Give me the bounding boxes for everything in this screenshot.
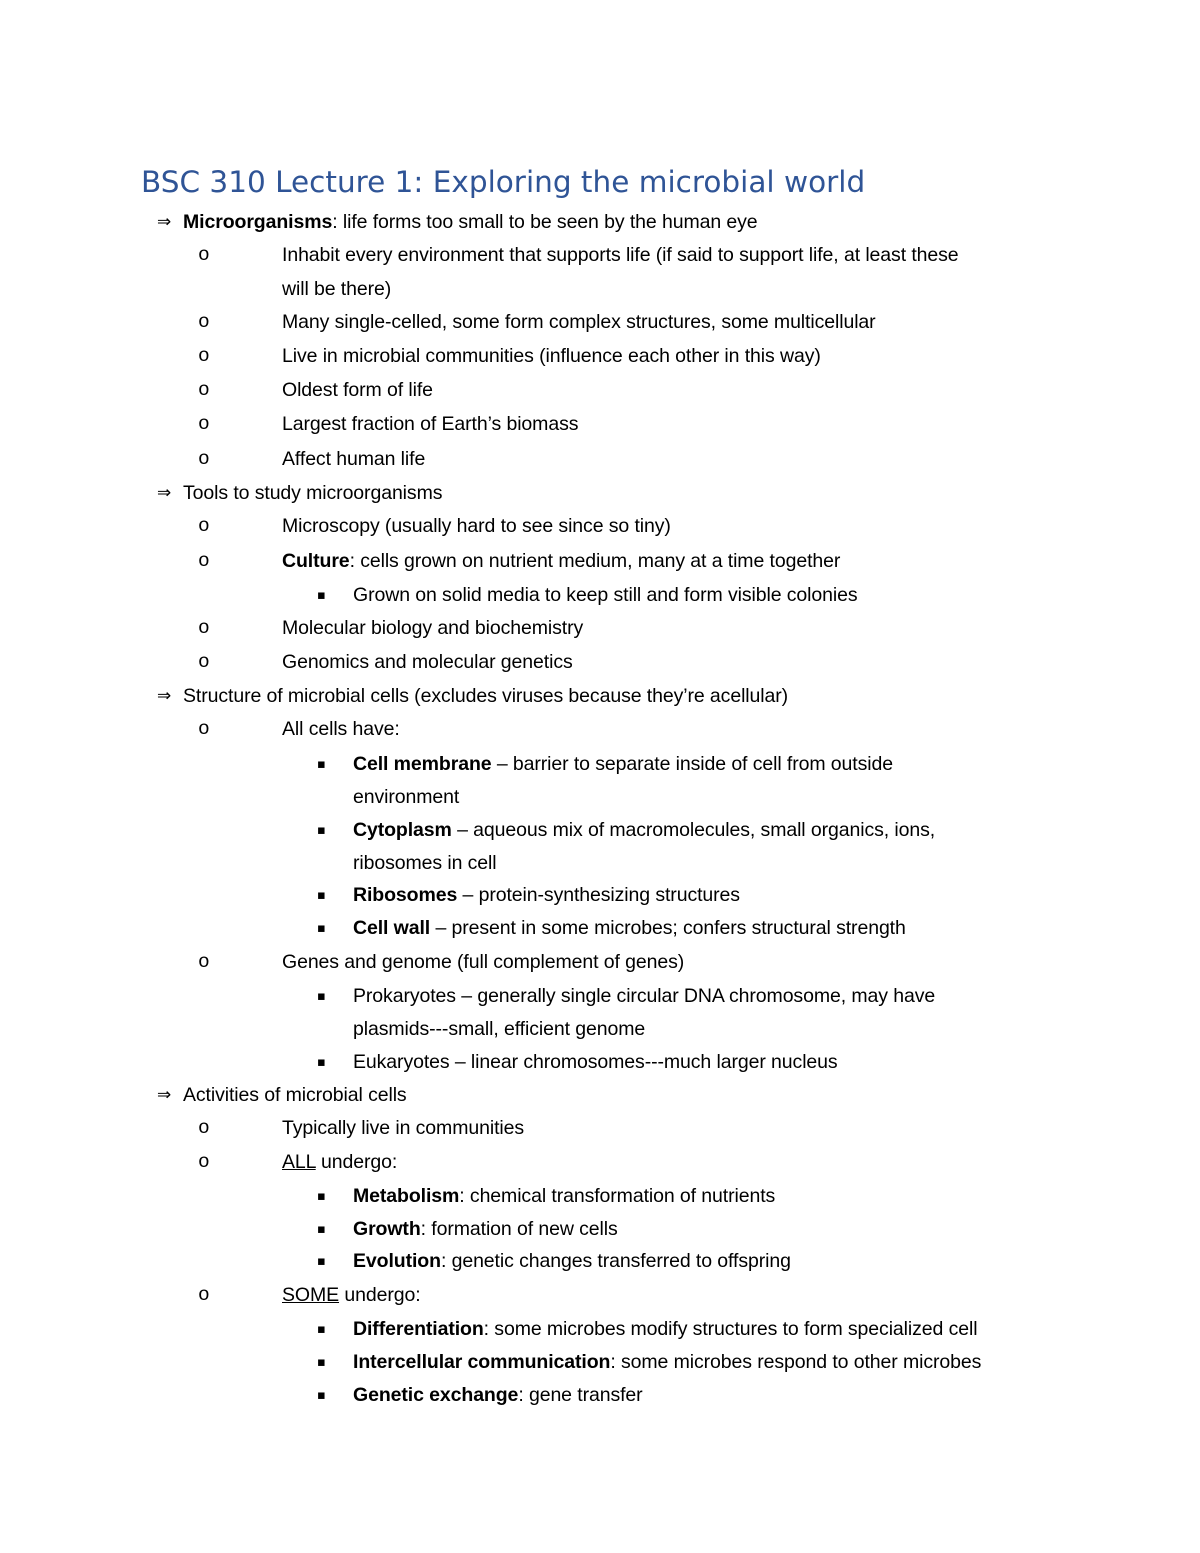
square-bullet-icon: ▪ bbox=[317, 1222, 326, 1237]
circle-bullet-icon: o bbox=[198, 413, 210, 435]
square-bullet-icon: ▪ bbox=[317, 823, 326, 838]
circle-bullet-icon: o bbox=[198, 1151, 210, 1173]
circle-bullet-icon: o bbox=[198, 1284, 210, 1306]
arrow-bullet-icon: ⇒ bbox=[157, 686, 172, 706]
square-bullet-icon: ▪ bbox=[317, 1254, 326, 1269]
arrow-bullet-icon: ⇒ bbox=[157, 483, 172, 503]
square-bullet-icon: ▪ bbox=[317, 588, 326, 603]
arrow-bullet-icon: ⇒ bbox=[157, 212, 172, 232]
definition: – present in some microbes; confers structural strength bbox=[430, 917, 906, 939]
definition: – barrier to separate inside of cell from outside bbox=[491, 753, 893, 775]
definition: : formation of new cells bbox=[420, 1218, 618, 1240]
term: Genetic exchange bbox=[353, 1384, 519, 1406]
circle-bullet-icon: o bbox=[198, 244, 210, 266]
circle-bullet-icon: o bbox=[198, 515, 210, 537]
term: Intercellular communication bbox=[353, 1351, 611, 1373]
circle-bullet-icon: o bbox=[198, 951, 210, 973]
term: Microorganisms bbox=[183, 211, 333, 233]
definition: – protein-synthesizing structures bbox=[457, 884, 740, 906]
circle-bullet-icon: o bbox=[198, 651, 210, 673]
definition: : genetic changes transferred to offspring bbox=[440, 1250, 791, 1272]
square-bullet-icon: ▪ bbox=[317, 1355, 326, 1370]
emphasis: ALL bbox=[282, 1151, 316, 1173]
document-page: BSC 310 Lecture 1: Exploring the microbial world ⇒ Microorganisms: life forms too small to be seen by the human eye o Inhabit every environment that supports life (if said to support life, at least these will be there) o Many single-celled, some form complex structures, some multicellular o Live in microbial communities (influence each other in this way) o Oldest form of life o Largest fraction of Earth’s biomass o Affect human life ⇒ Tools to study microorganisms o Microscopy (usually hard to see since so tiny) o Culture: cells grown on nutrient medium, many at a time together ▪ Grown on solid media to keep still and form visible colonies o Molecular biology and biochemistry o Genomics and molecular genetics ⇒ Structure of microbial cells (excludes viruses because they’re acellular) o All cells have: ▪ Cell membrane – barrier to separate inside of cell from outside environment ▪ Cytoplasm – aqueous mix of macromolecules, small organics, ions, ribosomes in cell ▪ Ribosomes – protein-synthesizing structures ▪ Cell wall – present in some microbes; confers structural strength o Genes and genome (full complement of genes) ▪ Prokaryotes – generally single circular DNA chromosome, may have plasmids---small, efficient genome ▪ Eukaryotes – linear chromosomes---much larger nucleus ⇒ Activities of microbial cells o Typically live in communities o ALL undergo: ▪ Metabolism: chemical transformation of nutrients ▪ Growth: formation of new cells ▪ Evolution: genetic changes transferred to offspring o SOME undergo: ▪ Differentiation: some microbes modify structures to form specialized cell ▪ Intercellular communication: some microbes respond to other microbes ▪ Genetic exchange: gene transfer bbox=[141, 165, 982, 1406]
square-bullet-icon: ▪ bbox=[317, 1322, 326, 1337]
square-bullet-icon: ▪ bbox=[317, 1189, 326, 1204]
term: Ribosomes bbox=[353, 884, 458, 906]
circle-bullet-icon: o bbox=[198, 718, 210, 740]
term: Evolution bbox=[353, 1250, 441, 1272]
term: Metabolism bbox=[353, 1185, 460, 1207]
circle-bullet-icon: o bbox=[198, 617, 210, 639]
definition: : life forms too small to be seen by the human eye bbox=[332, 211, 758, 233]
circle-bullet-icon: o bbox=[198, 345, 210, 367]
emphasis: SOME bbox=[282, 1284, 340, 1306]
square-bullet-icon: ▪ bbox=[317, 757, 326, 772]
circle-bullet-icon: o bbox=[198, 448, 210, 470]
definition: : cells grown on nutrient medium, many at a time together bbox=[349, 550, 841, 572]
term: Culture bbox=[282, 550, 350, 572]
circle-bullet-icon: o bbox=[198, 1117, 210, 1139]
square-bullet-icon: ▪ bbox=[317, 921, 326, 936]
term: Cell wall bbox=[353, 917, 431, 939]
square-bullet-icon: ▪ bbox=[317, 1055, 326, 1070]
term: Cytoplasm bbox=[353, 819, 452, 841]
definition: : some microbes modify structures to form specialized cell bbox=[483, 1318, 978, 1340]
arrow-bullet-icon: ⇒ bbox=[157, 1085, 172, 1105]
square-bullet-icon: ▪ bbox=[317, 888, 326, 903]
definition: : chemical transformation of nutrients bbox=[459, 1185, 776, 1207]
term: Growth bbox=[353, 1218, 421, 1240]
definition: : gene transfer bbox=[518, 1384, 643, 1406]
circle-bullet-icon: o bbox=[198, 379, 210, 401]
circle-bullet-icon: o bbox=[198, 550, 210, 572]
square-bullet-icon: ▪ bbox=[317, 989, 326, 1004]
term: Differentiation bbox=[353, 1318, 484, 1340]
definition: : some microbes respond to other microbes bbox=[610, 1351, 982, 1373]
term: Cell membrane bbox=[353, 753, 492, 775]
document-title: BSC 310 Lecture 1: Exploring the microbial world bbox=[141, 165, 866, 199]
definition: – aqueous mix of macromolecules, small organics, ions, bbox=[451, 819, 936, 841]
square-bullet-icon: ▪ bbox=[317, 1388, 326, 1403]
circle-bullet-icon: o bbox=[198, 311, 210, 333]
